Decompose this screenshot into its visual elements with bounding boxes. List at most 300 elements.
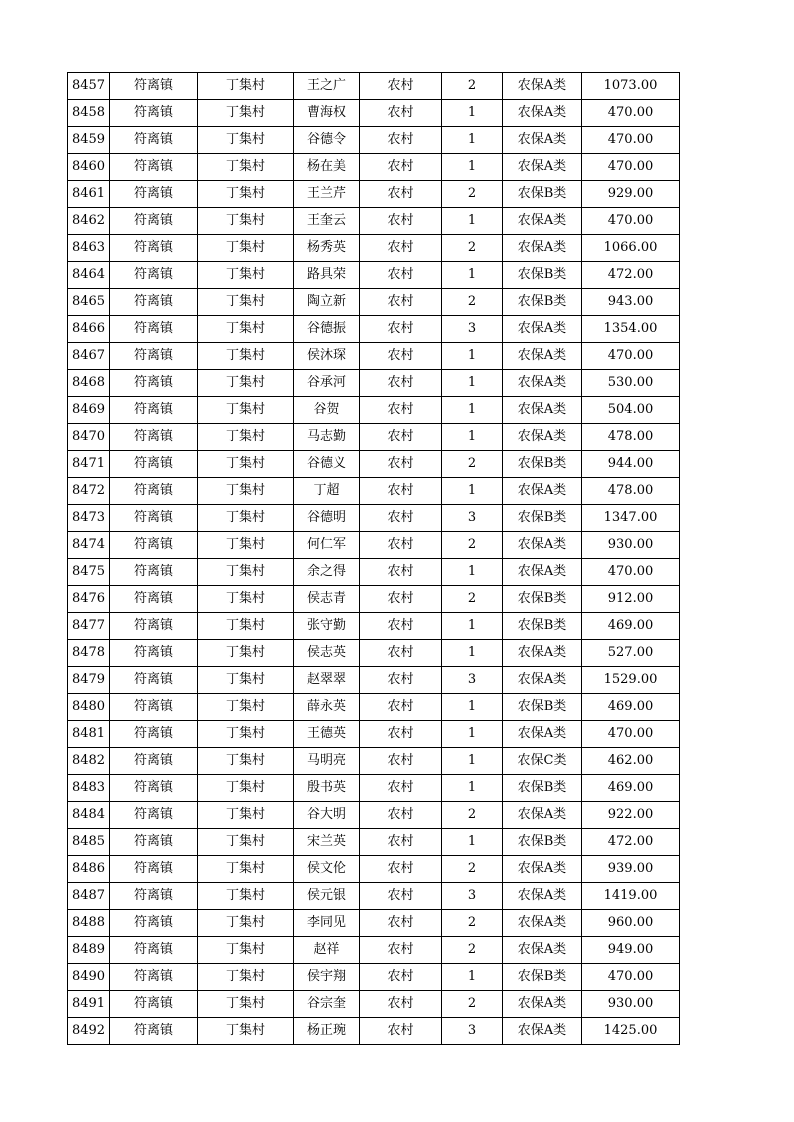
amount-cell: 1347.00 <box>582 505 680 532</box>
record-number-cell: 8471 <box>68 451 110 478</box>
record-number-cell: 8483 <box>68 775 110 802</box>
town-cell: 符离镇 <box>110 397 198 424</box>
village-cell: 丁集村 <box>198 505 294 532</box>
record-number-cell: 8463 <box>68 235 110 262</box>
amount-cell: 944.00 <box>582 451 680 478</box>
town-cell: 符离镇 <box>110 424 198 451</box>
village-cell: 丁集村 <box>198 694 294 721</box>
table-row <box>68 181 680 208</box>
roster-sheet <box>67 72 679 1045</box>
village-cell: 丁集村 <box>198 559 294 586</box>
amount-cell: 469.00 <box>582 694 680 721</box>
record-number-cell: 8488 <box>68 910 110 937</box>
amount-cell: 930.00 <box>582 991 680 1018</box>
record-number-cell: 8481 <box>68 721 110 748</box>
record-number-cell: 8476 <box>68 586 110 613</box>
town-cell: 符离镇 <box>110 181 198 208</box>
household-count-cell: 2 <box>442 802 503 829</box>
record-number-cell: 8459 <box>68 127 110 154</box>
name-cell: 赵祥 <box>294 937 360 964</box>
record-number-cell: 8473 <box>68 505 110 532</box>
town-cell: 符离镇 <box>110 937 198 964</box>
village-cell: 丁集村 <box>198 208 294 235</box>
amount-cell: 470.00 <box>582 208 680 235</box>
record-number-cell: 8492 <box>68 1018 110 1045</box>
amount-cell: 472.00 <box>582 262 680 289</box>
table-row <box>68 640 680 667</box>
name-cell: 李同见 <box>294 910 360 937</box>
area-type-cell: 农村 <box>360 775 442 802</box>
amount-cell: 1073.00 <box>582 73 680 100</box>
name-cell: 侯沐琛 <box>294 343 360 370</box>
town-cell: 符离镇 <box>110 451 198 478</box>
amount-cell: 929.00 <box>582 181 680 208</box>
village-cell: 丁集村 <box>198 235 294 262</box>
name-cell: 杨正琬 <box>294 1018 360 1045</box>
village-cell: 丁集村 <box>198 802 294 829</box>
area-type-cell: 农村 <box>360 262 442 289</box>
amount-cell: 470.00 <box>582 343 680 370</box>
name-cell: 王兰芹 <box>294 181 360 208</box>
household-count-cell: 1 <box>442 154 503 181</box>
household-count-cell: 3 <box>442 667 503 694</box>
household-count-cell: 2 <box>442 235 503 262</box>
name-cell: 谷承河 <box>294 370 360 397</box>
name-cell: 谷大明 <box>294 802 360 829</box>
insurance-category-cell: 农保A类 <box>503 1018 582 1045</box>
area-type-cell: 农村 <box>360 289 442 316</box>
name-cell: 王之广 <box>294 73 360 100</box>
area-type-cell: 农村 <box>360 937 442 964</box>
town-cell: 符离镇 <box>110 100 198 127</box>
household-count-cell: 2 <box>442 937 503 964</box>
table-row <box>68 73 680 100</box>
village-cell: 丁集村 <box>198 73 294 100</box>
amount-cell: 470.00 <box>582 154 680 181</box>
insurance-category-cell: 农保A类 <box>503 856 582 883</box>
household-count-cell: 2 <box>442 991 503 1018</box>
area-type-cell: 农村 <box>360 343 442 370</box>
household-count-cell: 1 <box>442 262 503 289</box>
area-type-cell: 农村 <box>360 100 442 127</box>
table-row <box>68 262 680 289</box>
record-number-cell: 8474 <box>68 532 110 559</box>
name-cell: 侯志青 <box>294 586 360 613</box>
household-count-cell: 2 <box>442 289 503 316</box>
record-number-cell: 8467 <box>68 343 110 370</box>
name-cell: 谷德义 <box>294 451 360 478</box>
record-number-cell: 8461 <box>68 181 110 208</box>
town-cell: 符离镇 <box>110 991 198 1018</box>
table-row <box>68 748 680 775</box>
insurance-category-cell: 农保B类 <box>503 181 582 208</box>
household-count-cell: 1 <box>442 100 503 127</box>
insurance-category-cell: 农保B类 <box>503 262 582 289</box>
area-type-cell: 农村 <box>360 991 442 1018</box>
town-cell: 符离镇 <box>110 694 198 721</box>
household-count-cell: 1 <box>442 721 503 748</box>
village-cell: 丁集村 <box>198 397 294 424</box>
insurance-category-cell: 农保B类 <box>503 613 582 640</box>
insurance-category-cell: 农保B类 <box>503 964 582 991</box>
record-number-cell: 8491 <box>68 991 110 1018</box>
amount-cell: 939.00 <box>582 856 680 883</box>
village-cell: 丁集村 <box>198 883 294 910</box>
table-row <box>68 343 680 370</box>
name-cell: 谷德振 <box>294 316 360 343</box>
record-number-cell: 8458 <box>68 100 110 127</box>
village-cell: 丁集村 <box>198 370 294 397</box>
area-type-cell: 农村 <box>360 802 442 829</box>
record-number-cell: 8490 <box>68 964 110 991</box>
area-type-cell: 农村 <box>360 559 442 586</box>
household-count-cell: 3 <box>442 883 503 910</box>
name-cell: 丁超 <box>294 478 360 505</box>
insurance-category-cell: 农保A类 <box>503 667 582 694</box>
area-type-cell: 农村 <box>360 910 442 937</box>
town-cell: 符离镇 <box>110 883 198 910</box>
table-row <box>68 964 680 991</box>
household-count-cell: 2 <box>442 451 503 478</box>
town-cell: 符离镇 <box>110 73 198 100</box>
village-cell: 丁集村 <box>198 667 294 694</box>
record-number-cell: 8478 <box>68 640 110 667</box>
table-row <box>68 100 680 127</box>
household-count-cell: 1 <box>442 127 503 154</box>
area-type-cell: 农村 <box>360 451 442 478</box>
insurance-category-cell: 农保A类 <box>503 478 582 505</box>
name-cell: 谷德令 <box>294 127 360 154</box>
household-count-cell: 3 <box>442 505 503 532</box>
record-number-cell: 8484 <box>68 802 110 829</box>
table-row <box>68 991 680 1018</box>
village-cell: 丁集村 <box>198 586 294 613</box>
table-row <box>68 505 680 532</box>
town-cell: 符离镇 <box>110 586 198 613</box>
table-row <box>68 802 680 829</box>
area-type-cell: 农村 <box>360 748 442 775</box>
table-row <box>68 424 680 451</box>
table-row <box>68 829 680 856</box>
town-cell: 符离镇 <box>110 154 198 181</box>
record-number-cell: 8485 <box>68 829 110 856</box>
household-count-cell: 2 <box>442 532 503 559</box>
table-row <box>68 613 680 640</box>
town-cell: 符离镇 <box>110 343 198 370</box>
table-row <box>68 316 680 343</box>
record-number-cell: 8487 <box>68 883 110 910</box>
insurance-category-cell: 农保A类 <box>503 397 582 424</box>
roster-body <box>68 73 680 1045</box>
town-cell: 符离镇 <box>110 316 198 343</box>
town-cell: 符离镇 <box>110 910 198 937</box>
insurance-category-cell: 农保A类 <box>503 532 582 559</box>
town-cell: 符离镇 <box>110 775 198 802</box>
roster-table <box>67 72 680 1045</box>
town-cell: 符离镇 <box>110 721 198 748</box>
record-number-cell: 8480 <box>68 694 110 721</box>
insurance-category-cell: 农保A类 <box>503 73 582 100</box>
insurance-category-cell: 农保A类 <box>503 100 582 127</box>
name-cell: 宋兰英 <box>294 829 360 856</box>
household-count-cell: 3 <box>442 1018 503 1045</box>
amount-cell: 930.00 <box>582 532 680 559</box>
amount-cell: 1066.00 <box>582 235 680 262</box>
table-row <box>68 478 680 505</box>
household-count-cell: 1 <box>442 640 503 667</box>
village-cell: 丁集村 <box>198 829 294 856</box>
table-row <box>68 1018 680 1045</box>
amount-cell: 462.00 <box>582 748 680 775</box>
household-count-cell: 2 <box>442 910 503 937</box>
amount-cell: 470.00 <box>582 100 680 127</box>
name-cell: 何仁军 <box>294 532 360 559</box>
village-cell: 丁集村 <box>198 343 294 370</box>
name-cell: 侯志英 <box>294 640 360 667</box>
village-cell: 丁集村 <box>198 262 294 289</box>
village-cell: 丁集村 <box>198 316 294 343</box>
area-type-cell: 农村 <box>360 640 442 667</box>
record-number-cell: 8462 <box>68 208 110 235</box>
amount-cell: 470.00 <box>582 721 680 748</box>
household-count-cell: 1 <box>442 775 503 802</box>
household-count-cell: 1 <box>442 829 503 856</box>
table-row <box>68 559 680 586</box>
name-cell: 侯元银 <box>294 883 360 910</box>
town-cell: 符离镇 <box>110 532 198 559</box>
insurance-category-cell: 农保A类 <box>503 640 582 667</box>
record-number-cell: 8489 <box>68 937 110 964</box>
household-count-cell: 1 <box>442 559 503 586</box>
town-cell: 符离镇 <box>110 235 198 262</box>
table-row <box>68 883 680 910</box>
town-cell: 符离镇 <box>110 802 198 829</box>
village-cell: 丁集村 <box>198 289 294 316</box>
table-row <box>68 370 680 397</box>
table-row <box>68 154 680 181</box>
insurance-category-cell: 农保A类 <box>503 991 582 1018</box>
household-count-cell: 1 <box>442 613 503 640</box>
household-count-cell: 2 <box>442 856 503 883</box>
household-count-cell: 1 <box>442 478 503 505</box>
town-cell: 符离镇 <box>110 370 198 397</box>
name-cell: 侯宇翔 <box>294 964 360 991</box>
insurance-category-cell: 农保A类 <box>503 424 582 451</box>
amount-cell: 504.00 <box>582 397 680 424</box>
insurance-category-cell: 农保B类 <box>503 289 582 316</box>
household-count-cell: 1 <box>442 694 503 721</box>
village-cell: 丁集村 <box>198 181 294 208</box>
insurance-category-cell: 农保B类 <box>503 694 582 721</box>
area-type-cell: 农村 <box>360 370 442 397</box>
table-row <box>68 451 680 478</box>
amount-cell: 1425.00 <box>582 1018 680 1045</box>
record-number-cell: 8466 <box>68 316 110 343</box>
village-cell: 丁集村 <box>198 910 294 937</box>
area-type-cell: 农村 <box>360 316 442 343</box>
name-cell: 殷书英 <box>294 775 360 802</box>
record-number-cell: 8464 <box>68 262 110 289</box>
area-type-cell: 农村 <box>360 208 442 235</box>
record-number-cell: 8477 <box>68 613 110 640</box>
village-cell: 丁集村 <box>198 100 294 127</box>
area-type-cell: 农村 <box>360 154 442 181</box>
household-count-cell: 1 <box>442 964 503 991</box>
amount-cell: 527.00 <box>582 640 680 667</box>
household-count-cell: 2 <box>442 586 503 613</box>
household-count-cell: 1 <box>442 748 503 775</box>
table-row <box>68 667 680 694</box>
area-type-cell: 农村 <box>360 424 442 451</box>
area-type-cell: 农村 <box>360 667 442 694</box>
area-type-cell: 农村 <box>360 1018 442 1045</box>
insurance-category-cell: 农保A类 <box>503 910 582 937</box>
insurance-category-cell: 农保A类 <box>503 559 582 586</box>
amount-cell: 472.00 <box>582 829 680 856</box>
town-cell: 符离镇 <box>110 613 198 640</box>
household-count-cell: 3 <box>442 316 503 343</box>
village-cell: 丁集村 <box>198 478 294 505</box>
table-row <box>68 235 680 262</box>
amount-cell: 1529.00 <box>582 667 680 694</box>
village-cell: 丁集村 <box>198 451 294 478</box>
area-type-cell: 农村 <box>360 505 442 532</box>
table-row <box>68 721 680 748</box>
name-cell: 杨秀英 <box>294 235 360 262</box>
record-number-cell: 8460 <box>68 154 110 181</box>
name-cell: 马明亮 <box>294 748 360 775</box>
household-count-cell: 1 <box>442 343 503 370</box>
household-count-cell: 1 <box>442 397 503 424</box>
name-cell: 陶立新 <box>294 289 360 316</box>
name-cell: 谷德明 <box>294 505 360 532</box>
village-cell: 丁集村 <box>198 532 294 559</box>
insurance-category-cell: 农保A类 <box>503 370 582 397</box>
name-cell: 赵翠翠 <box>294 667 360 694</box>
table-row <box>68 856 680 883</box>
record-number-cell: 8475 <box>68 559 110 586</box>
amount-cell: 943.00 <box>582 289 680 316</box>
area-type-cell: 农村 <box>360 397 442 424</box>
village-cell: 丁集村 <box>198 937 294 964</box>
table-row <box>68 694 680 721</box>
table-row <box>68 937 680 964</box>
table-row <box>68 397 680 424</box>
name-cell: 谷贺 <box>294 397 360 424</box>
record-number-cell: 8470 <box>68 424 110 451</box>
insurance-category-cell: 农保B类 <box>503 505 582 532</box>
table-row <box>68 586 680 613</box>
town-cell: 符离镇 <box>110 964 198 991</box>
record-number-cell: 8469 <box>68 397 110 424</box>
insurance-category-cell: 农保B类 <box>503 775 582 802</box>
household-count-cell: 2 <box>442 73 503 100</box>
village-cell: 丁集村 <box>198 154 294 181</box>
name-cell: 路具荣 <box>294 262 360 289</box>
table-row <box>68 289 680 316</box>
insurance-category-cell: 农保A类 <box>503 154 582 181</box>
amount-cell: 470.00 <box>582 127 680 154</box>
amount-cell: 470.00 <box>582 964 680 991</box>
insurance-category-cell: 农保A类 <box>503 721 582 748</box>
insurance-category-cell: 农保A类 <box>503 802 582 829</box>
village-cell: 丁集村 <box>198 640 294 667</box>
insurance-category-cell: 农保A类 <box>503 235 582 262</box>
area-type-cell: 农村 <box>360 532 442 559</box>
insurance-category-cell: 农保B类 <box>503 451 582 478</box>
area-type-cell: 农村 <box>360 235 442 262</box>
name-cell: 侯文伦 <box>294 856 360 883</box>
amount-cell: 1354.00 <box>582 316 680 343</box>
insurance-category-cell: 农保C类 <box>503 748 582 775</box>
insurance-category-cell: 农保A类 <box>503 883 582 910</box>
village-cell: 丁集村 <box>198 127 294 154</box>
area-type-cell: 农村 <box>360 883 442 910</box>
village-cell: 丁集村 <box>198 424 294 451</box>
name-cell: 余之得 <box>294 559 360 586</box>
area-type-cell: 农村 <box>360 613 442 640</box>
record-number-cell: 8482 <box>68 748 110 775</box>
insurance-category-cell: 农保B类 <box>503 586 582 613</box>
area-type-cell: 农村 <box>360 181 442 208</box>
insurance-category-cell: 农保A类 <box>503 127 582 154</box>
amount-cell: 530.00 <box>582 370 680 397</box>
table-row <box>68 127 680 154</box>
insurance-category-cell: 农保A类 <box>503 937 582 964</box>
amount-cell: 949.00 <box>582 937 680 964</box>
table-row <box>68 775 680 802</box>
name-cell: 薛永英 <box>294 694 360 721</box>
household-count-cell: 1 <box>442 370 503 397</box>
area-type-cell: 农村 <box>360 694 442 721</box>
amount-cell: 478.00 <box>582 478 680 505</box>
table-row <box>68 532 680 559</box>
town-cell: 符离镇 <box>110 559 198 586</box>
town-cell: 符离镇 <box>110 667 198 694</box>
amount-cell: 469.00 <box>582 775 680 802</box>
name-cell: 曹海权 <box>294 100 360 127</box>
name-cell: 谷宗奎 <box>294 991 360 1018</box>
amount-cell: 478.00 <box>582 424 680 451</box>
amount-cell: 960.00 <box>582 910 680 937</box>
area-type-cell: 农村 <box>360 829 442 856</box>
town-cell: 符离镇 <box>110 748 198 775</box>
village-cell: 丁集村 <box>198 964 294 991</box>
record-number-cell: 8468 <box>68 370 110 397</box>
insurance-category-cell: 农保B类 <box>503 829 582 856</box>
village-cell: 丁集村 <box>198 775 294 802</box>
household-count-cell: 2 <box>442 181 503 208</box>
town-cell: 符离镇 <box>110 505 198 532</box>
town-cell: 符离镇 <box>110 1018 198 1045</box>
record-number-cell: 8479 <box>68 667 110 694</box>
amount-cell: 922.00 <box>582 802 680 829</box>
area-type-cell: 农村 <box>360 721 442 748</box>
amount-cell: 470.00 <box>582 559 680 586</box>
village-cell: 丁集村 <box>198 1018 294 1045</box>
name-cell: 王奎云 <box>294 208 360 235</box>
area-type-cell: 农村 <box>360 586 442 613</box>
area-type-cell: 农村 <box>360 478 442 505</box>
area-type-cell: 农村 <box>360 856 442 883</box>
table-row <box>68 208 680 235</box>
insurance-category-cell: 农保A类 <box>503 343 582 370</box>
town-cell: 符离镇 <box>110 127 198 154</box>
village-cell: 丁集村 <box>198 613 294 640</box>
insurance-category-cell: 农保A类 <box>503 316 582 343</box>
town-cell: 符离镇 <box>110 856 198 883</box>
record-number-cell: 8486 <box>68 856 110 883</box>
